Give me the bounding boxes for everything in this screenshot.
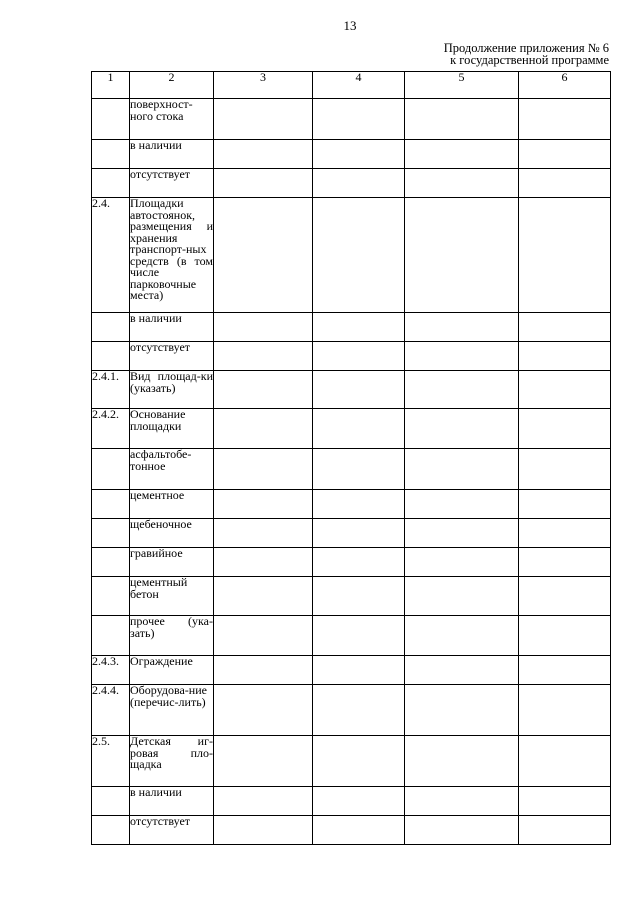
empty-cell	[313, 548, 405, 577]
empty-cell	[214, 519, 313, 548]
empty-cell	[405, 371, 519, 409]
table-row	[92, 519, 611, 548]
row-number	[92, 140, 130, 169]
empty-cell	[214, 490, 313, 519]
table-row	[92, 449, 611, 490]
row-number	[92, 787, 130, 816]
empty-cell	[519, 198, 611, 313]
state-program-table	[91, 71, 611, 845]
table-row	[92, 198, 611, 313]
empty-cell	[405, 616, 519, 656]
row-number	[92, 313, 130, 342]
empty-cell	[405, 140, 519, 169]
empty-cell	[214, 736, 313, 787]
row-label: поверхност-ного стока	[130, 99, 214, 140]
row-label: асфальтобе-тонное	[130, 449, 214, 490]
empty-cell	[519, 449, 611, 490]
empty-cell	[313, 656, 405, 685]
empty-cell	[519, 169, 611, 198]
empty-cell	[214, 342, 313, 371]
empty-cell	[519, 787, 611, 816]
empty-cell	[519, 342, 611, 371]
empty-cell	[519, 736, 611, 787]
row-number: 2.4.3.	[92, 656, 130, 685]
column-header: 4	[313, 72, 405, 99]
empty-cell	[405, 685, 519, 736]
empty-cell	[214, 198, 313, 313]
empty-cell	[405, 548, 519, 577]
table-row	[92, 99, 611, 140]
row-label: цементное	[130, 490, 214, 519]
empty-cell	[313, 816, 405, 845]
row-number	[92, 449, 130, 490]
appendix-note	[444, 42, 609, 66]
empty-cell	[405, 656, 519, 685]
empty-cell	[214, 371, 313, 409]
empty-cell	[405, 490, 519, 519]
empty-cell	[405, 449, 519, 490]
row-label: в наличии	[130, 313, 214, 342]
page-number: 13	[343, 18, 357, 33]
empty-cell	[519, 656, 611, 685]
empty-cell	[214, 548, 313, 577]
header-row	[92, 72, 611, 99]
empty-cell	[519, 371, 611, 409]
empty-cell	[519, 490, 611, 519]
empty-cell	[519, 519, 611, 548]
table-row	[92, 577, 611, 616]
empty-cell	[313, 490, 405, 519]
row-number	[92, 342, 130, 371]
table-row	[92, 313, 611, 342]
empty-cell	[519, 99, 611, 140]
table-row	[92, 787, 611, 816]
row-label: в наличии	[130, 787, 214, 816]
table-row	[92, 371, 611, 409]
empty-cell	[214, 169, 313, 198]
empty-cell	[214, 313, 313, 342]
row-label: Детская иг-ровая пло-щадка	[130, 736, 214, 787]
empty-cell	[214, 409, 313, 449]
empty-cell	[519, 548, 611, 577]
empty-cell	[405, 577, 519, 616]
row-number	[92, 519, 130, 548]
row-label: Вид площад-ки (указать)	[130, 371, 214, 409]
row-number	[92, 577, 130, 616]
row-label: гравийное	[130, 548, 214, 577]
empty-cell	[405, 169, 519, 198]
empty-cell	[214, 99, 313, 140]
row-number	[92, 169, 130, 198]
row-number: 2.4.1.	[92, 371, 130, 409]
row-number	[92, 816, 130, 845]
column-header: 1	[92, 72, 130, 99]
row-label: в наличии	[130, 140, 214, 169]
empty-cell	[519, 816, 611, 845]
row-label: отсутствует	[130, 816, 214, 845]
row-number: 2.4.	[92, 198, 130, 313]
empty-cell	[405, 736, 519, 787]
row-label: прочее (ука-зать)	[130, 616, 214, 656]
table-row	[92, 548, 611, 577]
empty-cell	[405, 313, 519, 342]
row-label: щебеночное	[130, 519, 214, 548]
empty-cell	[519, 313, 611, 342]
empty-cell	[313, 736, 405, 787]
empty-cell	[313, 342, 405, 371]
empty-cell	[405, 519, 519, 548]
empty-cell	[313, 371, 405, 409]
column-header: 5	[405, 72, 519, 99]
row-label: отсутствует	[130, 169, 214, 198]
row-label: Площадки автостоянок, размещения и хранения транспорт-ных средств (в том числе парковочные места)	[130, 198, 214, 313]
empty-cell	[519, 616, 611, 656]
row-number	[92, 490, 130, 519]
column-header: 3	[214, 72, 313, 99]
row-number: 2.5.	[92, 736, 130, 787]
empty-cell	[214, 616, 313, 656]
table-row	[92, 616, 611, 656]
column-header: 6	[519, 72, 611, 99]
row-label: Основание площадки	[130, 409, 214, 449]
table-row	[92, 656, 611, 685]
table-row	[92, 342, 611, 371]
table-row	[92, 685, 611, 736]
empty-cell	[519, 577, 611, 616]
empty-cell	[313, 685, 405, 736]
column-header: 2	[130, 72, 214, 99]
empty-cell	[313, 577, 405, 616]
empty-cell	[214, 140, 313, 169]
row-number	[92, 548, 130, 577]
empty-cell	[519, 140, 611, 169]
empty-cell	[313, 169, 405, 198]
empty-cell	[214, 685, 313, 736]
table-row	[92, 169, 611, 198]
row-label: Ограждение	[130, 656, 214, 685]
empty-cell	[214, 816, 313, 845]
row-label: Оборудова-ние (перечис-лить)	[130, 685, 214, 736]
appendix-note-line-1: Продолжение приложения № 6	[443, 41, 609, 55]
table-row	[92, 816, 611, 845]
empty-cell	[214, 787, 313, 816]
empty-cell	[405, 198, 519, 313]
empty-cell	[313, 198, 405, 313]
row-number	[92, 99, 130, 140]
empty-cell	[313, 409, 405, 449]
empty-cell	[405, 409, 519, 449]
row-label: цементный бетон	[130, 577, 214, 616]
table-row	[92, 140, 611, 169]
empty-cell	[405, 99, 519, 140]
empty-cell	[313, 99, 405, 140]
empty-cell	[313, 519, 405, 548]
row-label: отсутствует	[130, 342, 214, 371]
empty-cell	[313, 313, 405, 342]
empty-cell	[313, 449, 405, 490]
appendix-note-line-2: к государственной программе	[450, 53, 609, 67]
empty-cell	[313, 616, 405, 656]
empty-cell	[405, 816, 519, 845]
table-row	[92, 736, 611, 787]
empty-cell	[214, 656, 313, 685]
row-number: 2.4.2.	[92, 409, 130, 449]
row-number	[92, 616, 130, 656]
table-row	[92, 409, 611, 449]
table-row	[92, 490, 611, 519]
empty-cell	[405, 787, 519, 816]
empty-cell	[214, 449, 313, 490]
empty-cell	[519, 685, 611, 736]
empty-cell	[313, 787, 405, 816]
empty-cell	[519, 409, 611, 449]
empty-cell	[214, 577, 313, 616]
row-number: 2.4.4.	[92, 685, 130, 736]
empty-cell	[405, 342, 519, 371]
empty-cell	[313, 140, 405, 169]
